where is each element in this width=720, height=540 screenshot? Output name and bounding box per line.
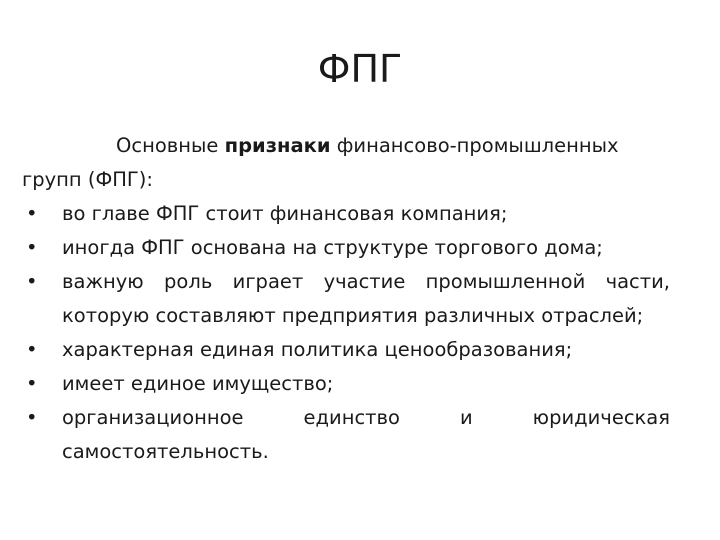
list-item-text: имеет единое имущество; (62, 372, 334, 395)
bullet-icon: • (26, 236, 38, 259)
list-item-text: важную роль играет участие промышленной части, которую составляют предприятия различных отраслей; (62, 270, 670, 327)
bullet-icon: • (26, 406, 38, 429)
slide-content (22, 129, 670, 469)
intro-bold-term: признаки (224, 134, 331, 157)
list-item (22, 265, 670, 333)
list-item (22, 231, 670, 265)
list-item (22, 333, 670, 367)
list-item (22, 197, 670, 231)
list-item (22, 367, 670, 401)
list-item-text: во главе ФПГ стоит финансовая компания; (62, 202, 508, 225)
intro-prefix: Основные (116, 134, 225, 157)
bullet-icon: • (26, 270, 38, 293)
bullet-icon: • (26, 338, 38, 361)
list-item-text: иногда ФПГ основана на структуре торгового дома; (62, 236, 603, 259)
list-item (22, 401, 670, 469)
intro-suffix: финансово-промышленных групп (ФПГ): (22, 134, 619, 191)
intro-paragraph (22, 129, 670, 197)
slide-title: ФПГ (317, 47, 403, 91)
features-list (22, 197, 670, 469)
bullet-icon: • (26, 202, 38, 225)
list-item-text: организационное единство и юридическая самостоятельность. (62, 406, 670, 463)
list-item-text: характерная единая политика ценообразования; (62, 338, 573, 361)
bullet-icon: • (26, 372, 38, 395)
